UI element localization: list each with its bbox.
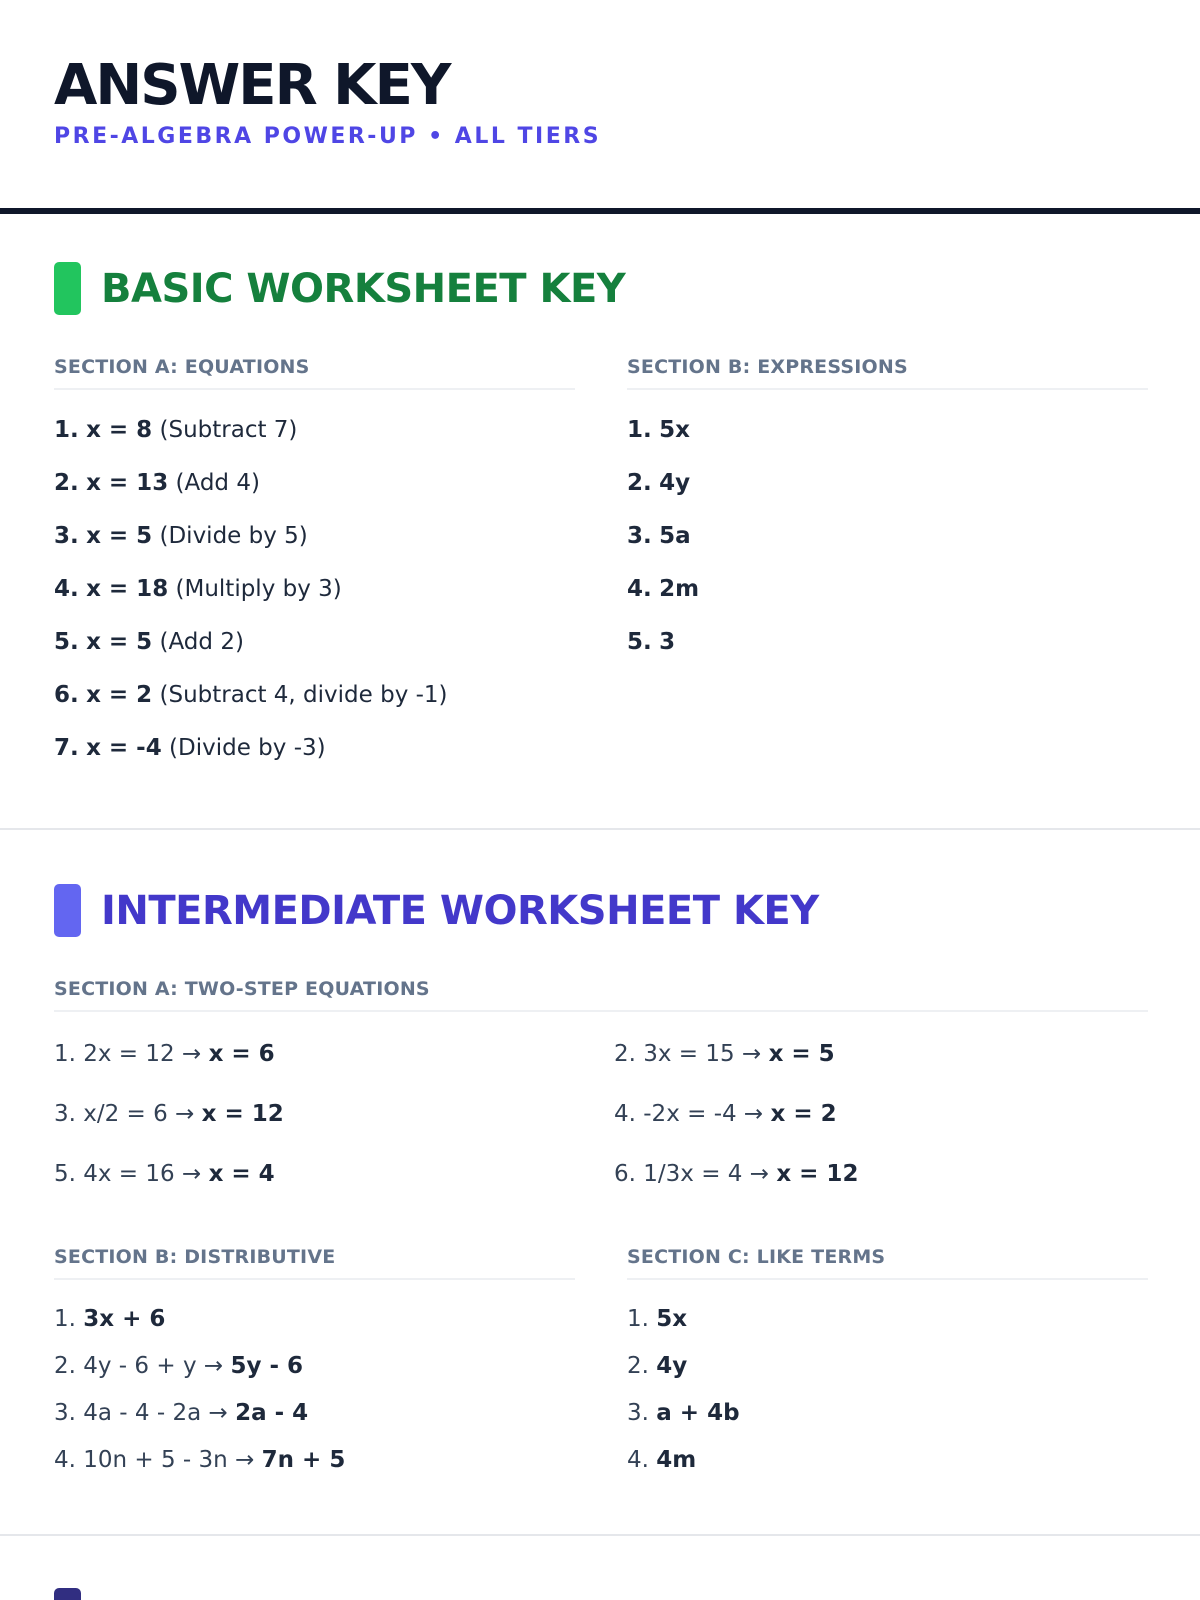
- basic-worksheet-key: [0, 214, 1200, 830]
- list-item: 4. x = 18 (Multiply by 3): [54, 576, 342, 602]
- intermediate-section-c-heading: SECTION C: LIKE TERMS: [627, 1246, 1148, 1280]
- intermediate-title: INTERMEDIATE WORKSHEET KEY: [101, 888, 819, 934]
- list-item: 1. 5x: [627, 1306, 688, 1332]
- list-item: 2. 4y: [627, 470, 691, 496]
- intermediate-section-b-heading: SECTION B: DISTRIBUTIVE: [54, 1246, 575, 1280]
- page-title: ANSWER KEY: [54, 53, 450, 118]
- list-item: 3. x = 5 (Divide by 5): [54, 523, 308, 549]
- list-item: 2. 3x = 15 → x = 5: [614, 1041, 835, 1067]
- list-item: 3. 4a - 4 - 2a → 2a - 4: [54, 1400, 309, 1426]
- intermediate-accent-bar: [54, 884, 81, 937]
- list-item: 2. 4y - 6 + y → 5y - 6: [54, 1353, 304, 1379]
- list-item: 4. 2m: [627, 576, 700, 602]
- list-item: 1. 3x + 6: [54, 1306, 166, 1332]
- list-item: 6. x = 2 (Subtract 4, divide by -1): [54, 682, 448, 708]
- list-item: 1. 5x: [627, 417, 690, 443]
- list-item: 3. x/2 = 6 → x = 12: [54, 1101, 284, 1127]
- list-item: 4. 4m: [627, 1447, 697, 1473]
- basic-section-a-heading: SECTION A: EQUATIONS: [54, 356, 575, 390]
- list-item: 1. x = 8 (Subtract 7): [54, 417, 298, 443]
- list-item: 5. x = 5 (Add 2): [54, 629, 244, 655]
- list-item: 4. -2x = -4 → x = 2: [614, 1101, 837, 1127]
- list-item: 6. 1/3x = 4 → x = 12: [614, 1161, 859, 1187]
- list-item: 4. 10n + 5 - 3n → 7n + 5: [54, 1447, 346, 1473]
- intermediate-worksheet-key: [0, 830, 1200, 1536]
- list-item: 1. 2x = 12 → x = 6: [54, 1041, 275, 1067]
- list-item: 3. a + 4b: [627, 1400, 740, 1426]
- list-item: 2. 4y: [627, 1353, 688, 1379]
- advanced-accent-bar: [54, 1588, 81, 1600]
- intermediate-section-a-heading: SECTION A: TWO-STEP EQUATIONS: [54, 978, 1148, 1012]
- page-subtitle: PRE-ALGEBRA POWER-UP • ALL TIERS: [54, 124, 602, 149]
- list-item: 5. 4x = 16 → x = 4: [54, 1161, 275, 1187]
- list-item: 7. x = -4 (Divide by -3): [54, 735, 326, 761]
- list-item: 5. 3: [627, 629, 676, 655]
- page-header: [0, 0, 1200, 214]
- basic-accent-bar: [54, 262, 81, 315]
- basic-title: BASIC WORKSHEET KEY: [101, 266, 626, 312]
- list-item: 3. 5a: [627, 523, 691, 549]
- basic-section-b-heading: SECTION B: EXPRESSIONS: [627, 356, 1148, 390]
- list-item: 2. x = 13 (Add 4): [54, 470, 260, 496]
